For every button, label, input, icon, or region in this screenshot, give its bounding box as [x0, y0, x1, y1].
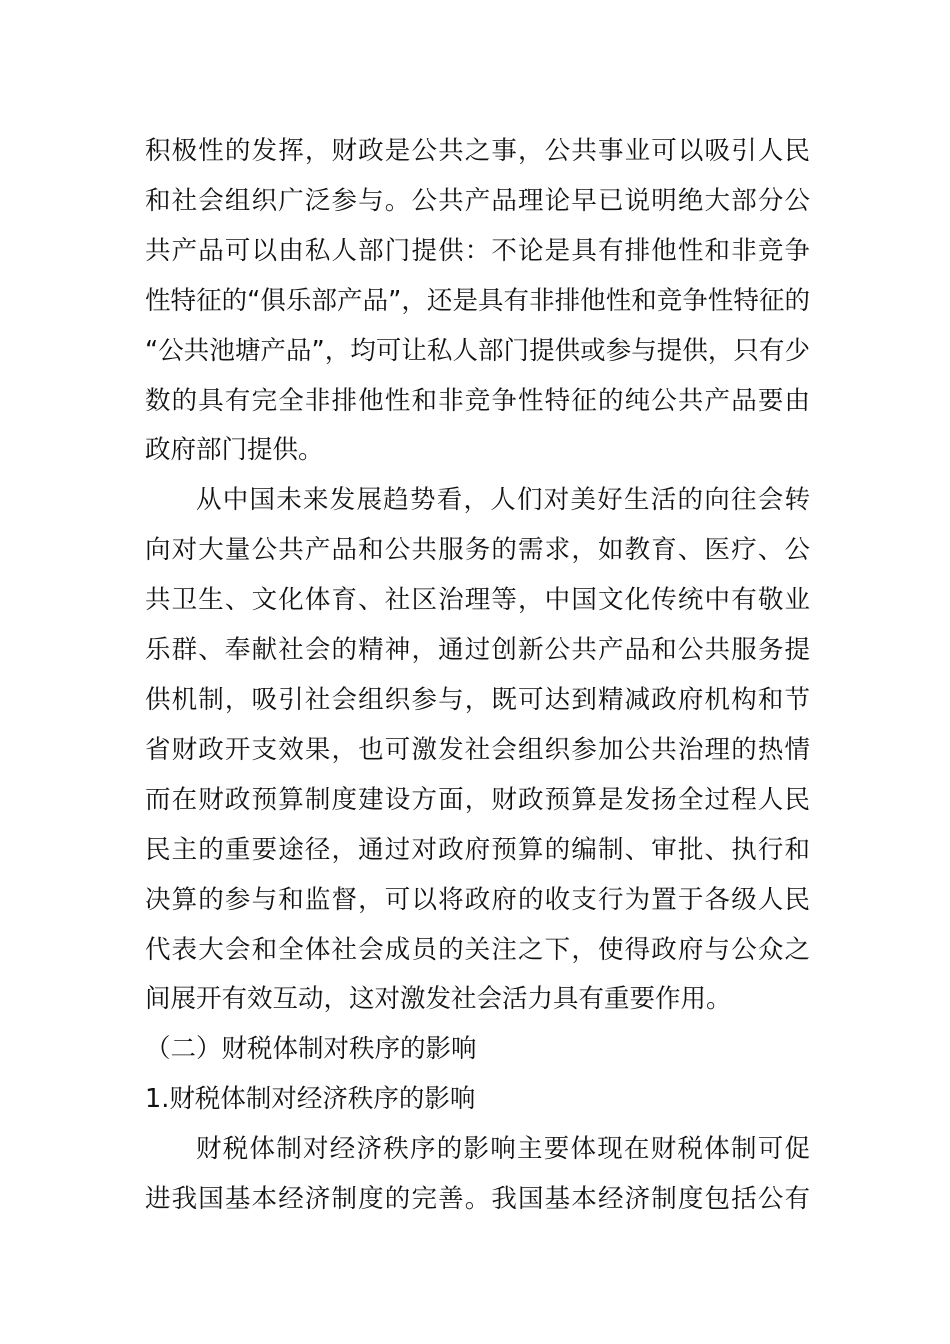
text-line: 进我国基本经济制度的完善。我国基本经济制度包括公有 — [145, 1184, 810, 1215]
text-line: 财税体制对经济秩序的影响主要体现在财税体制可促 — [196, 1134, 810, 1165]
text-line: 积极性的发挥，财政是公共之事，公共事业可以吸引人民 — [145, 136, 810, 166]
text-line: 政府部门提供。 — [145, 435, 324, 466]
text-line: 共产品可以由私人部门提供：不论是具有排他性和非竞争 — [145, 235, 810, 266]
section-heading-text: （二）财税体制对秩序的影响 — [145, 1034, 477, 1065]
text-line: 向对大量公共产品和公共服务的需求，如教育、医疗、公 — [145, 535, 810, 566]
text-line: 省财政开支效果，也可激发社会组织参加公共治理的热情 — [145, 734, 810, 765]
text-line: “公共池塘产品”，均可让私人部门提供或参与提供，只有少 — [145, 335, 810, 366]
text-line: 决算的参与和监督，可以将政府的收支行为置于各级人民 — [145, 884, 810, 915]
subsection-heading-text: 1.财税体制对经济秩序的影响 — [145, 1084, 476, 1115]
subsection-heading — [145, 1075, 810, 1125]
text-line: 民主的重要途径，通过对政府预算的编制、审批、执行和 — [145, 834, 810, 865]
text-line: 间展开有效互动，这对激发社会活力具有重要作用。 — [145, 984, 732, 1015]
text-line: 性特征的“俱乐部产品”，还是具有非排他性和竞争性特征的 — [145, 285, 810, 316]
section-heading — [145, 1025, 810, 1075]
paragraph-3 — [145, 1125, 810, 1225]
text-line: 和社会组织广泛参与。公共产品理论早已说明绝大部分公 — [145, 185, 810, 216]
paragraph-2 — [145, 476, 810, 1025]
text-line: 数的具有完全非排他性和非竞争性特征的纯公共产品要由 — [145, 385, 810, 416]
paragraph-1 — [145, 127, 810, 476]
text-line: 从中国未来发展趋势看，人们对美好生活的向往会转 — [196, 485, 810, 516]
text-line: 而在财政预算制度建设方面，财政预算是发扬全过程人民 — [145, 784, 810, 815]
text-line: 共卫生、文化体育、社区治理等，中国文化传统中有敬业 — [145, 585, 810, 616]
text-line: 乐群、奉献社会的精神，通过创新公共产品和公共服务提 — [145, 635, 810, 666]
text-line: 供机制，吸引社会组织参与，既可达到精减政府机构和节 — [145, 684, 810, 715]
text-line: 代表大会和全体社会成员的关注之下，使得政府与公众之 — [145, 934, 810, 965]
document-body — [145, 127, 810, 1225]
